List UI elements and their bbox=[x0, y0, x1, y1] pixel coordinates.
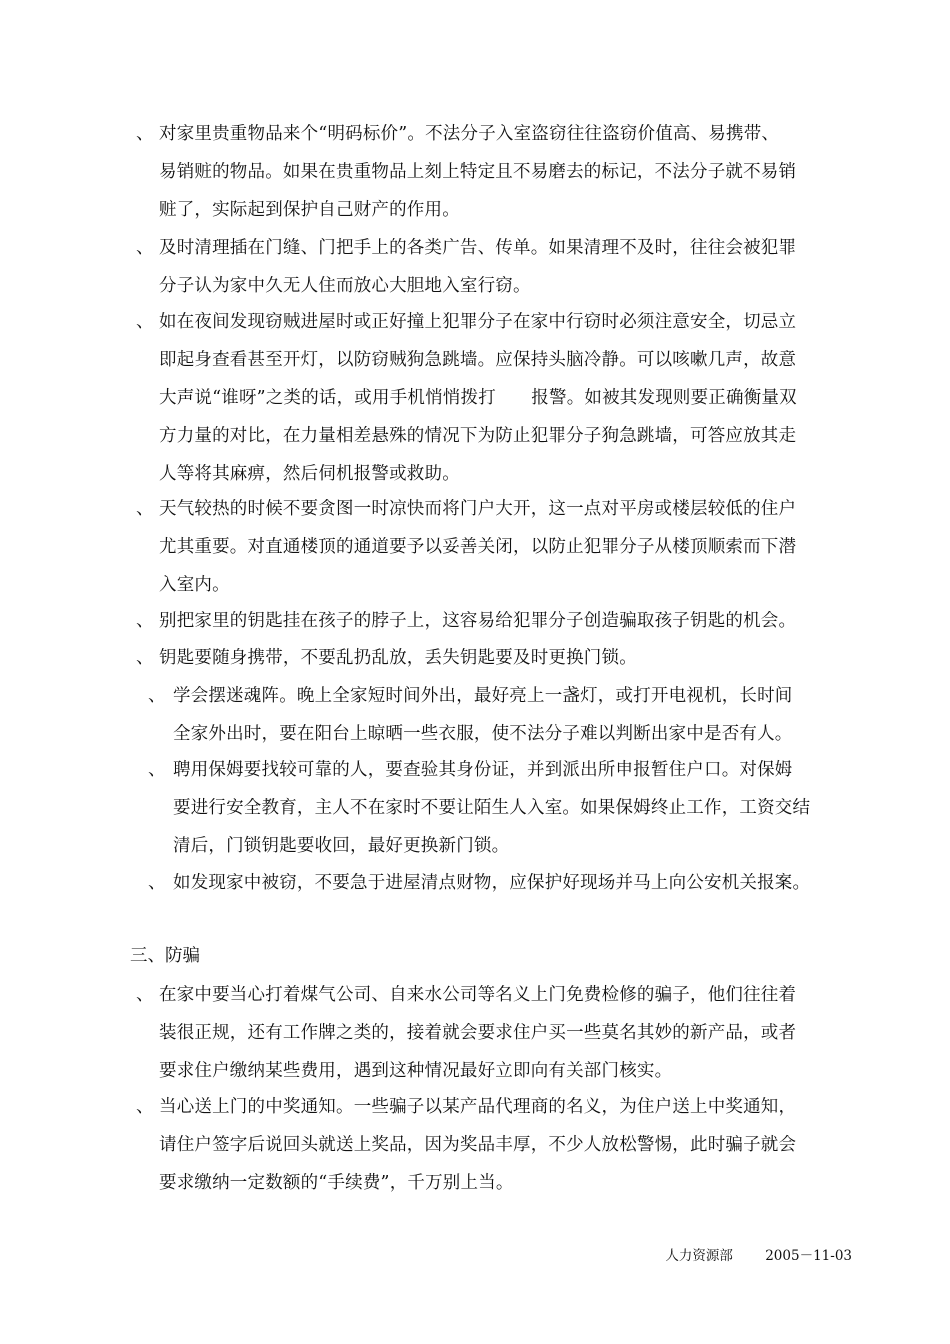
text-line: 别把家里的钥匙挂在孩子的脖子上，这容易给犯罪分子创造骗取孩子钥匙的机会。 bbox=[159, 611, 797, 631]
text-line: 赃了，实际起到保护自己财产的作用。 bbox=[159, 200, 460, 220]
list-item bbox=[136, 229, 856, 305]
text-line: 分子认为家中久无人住而放心大胆地入室行窃。 bbox=[159, 276, 531, 296]
paragraph bbox=[173, 864, 856, 902]
paragraph bbox=[173, 677, 856, 753]
paragraph bbox=[159, 639, 856, 677]
paragraph bbox=[159, 115, 856, 229]
bullet-mark: 、 bbox=[136, 312, 154, 332]
text-line: 当心送上门的中奖通知。一些骗子以某产品代理商的名义，为住户送上中奖通知， bbox=[159, 1097, 797, 1117]
text-line: 全家外出时，要在阳台上晾晒一些衣服，使不法分子难以判断出家中是否有人。 bbox=[173, 724, 793, 744]
text-line: 天气较热的时候不要贪图一时凉快而将门户大开，这一点对平房或楼层较低的住户 bbox=[159, 499, 797, 519]
text-line: 如在夜间发现窃贼进屋时或正好撞上犯罪分子在家中行窃时必须注意安全，切忌立 bbox=[159, 312, 797, 332]
text-line: 易销赃的物品。如果在贵重物品上刻上特定且不易磨去的标记，不法分子就不易销 bbox=[159, 162, 797, 182]
list-item bbox=[136, 1088, 856, 1202]
list-item bbox=[136, 751, 856, 865]
bullet-mark: 、 bbox=[136, 499, 154, 519]
paragraph bbox=[159, 490, 856, 604]
list-item bbox=[136, 303, 856, 493]
list-item bbox=[136, 976, 856, 1090]
paragraph bbox=[159, 303, 856, 493]
text-line: 清后，门锁钥匙要收回，最好更换新门锁。 bbox=[173, 836, 510, 856]
paragraph bbox=[159, 976, 856, 1090]
list-item bbox=[136, 639, 856, 677]
paragraph bbox=[159, 229, 856, 305]
text-line: 及时清理插在门缝、门把手上的各类广告、传单。如果清理不及时，往往会被犯罪 bbox=[159, 238, 797, 258]
text-line: 尤其重要。对直通楼顶的通道要予以妥善关闭，以防止犯罪分子从楼顶顺索而下潜 bbox=[159, 537, 797, 557]
text-line: 请住户签字后说回头就送上奖品，因为奖品丰厚，不少人放松警惕，此时骗子就会 bbox=[159, 1135, 797, 1155]
text-line: 方力量的对比，在力量相差悬殊的情况下为防止犯罪分子狗急跳墙，可答应放其走 bbox=[159, 426, 797, 446]
footer-date: 2005－11-03 bbox=[765, 1248, 852, 1264]
text-line: 要求住户缴纳某些费用，遇到这种情况最好立即向有关部门核实。 bbox=[159, 1061, 673, 1081]
text-line: 对家里贵重物品来个“明码标价”。不法分子入室盗窃往往盗窃价值高、易携带、 bbox=[159, 124, 780, 144]
text-line: 人等将其麻痹，然后伺机报警或救助。 bbox=[159, 464, 460, 484]
bullet-mark: 、 bbox=[136, 985, 154, 1005]
text-line: 如发现家中被窃，不要急于进屋清点财物，应保护好现场并马上向公安机关报案。 bbox=[173, 873, 811, 893]
bullet-mark: 、 bbox=[148, 686, 166, 706]
text-line: 钥匙要随身携带，不要乱扔乱放，丢失钥匙要及时更换门锁。 bbox=[159, 648, 637, 668]
footer-department: 人力资源部 bbox=[665, 1248, 733, 1264]
list-item bbox=[136, 677, 856, 753]
bullet-mark: 、 bbox=[136, 124, 154, 144]
text-line: 在家中要当心打着煤气公司、自来水公司等名义上门免费检修的骗子，他们往往着 bbox=[159, 985, 797, 1005]
paragraph bbox=[173, 751, 856, 865]
list-item bbox=[136, 602, 856, 640]
bullet-mark: 、 bbox=[136, 648, 154, 668]
text-line: 即起身查看甚至开灯，以防窃贼狗急跳墙。应保持头脑冷静。可以咳嗽几声，故意 bbox=[159, 350, 797, 370]
paragraph bbox=[159, 602, 856, 640]
page-footer bbox=[665, 1246, 852, 1266]
bullet-mark: 、 bbox=[136, 611, 154, 631]
section-heading: 三、防骗 bbox=[130, 946, 200, 966]
bullet-mark: 、 bbox=[136, 1097, 154, 1117]
bullet-mark: 、 bbox=[136, 238, 154, 258]
bullet-mark: 、 bbox=[148, 873, 166, 893]
bullet-mark: 、 bbox=[148, 760, 166, 780]
text-line: 装很正规，还有工作牌之类的，接着就会要求住户买一些莫名其妙的新产品，或者 bbox=[159, 1023, 797, 1043]
text-line: 要进行安全教育，主人不在家时不要让陌生人入室。如果保姆终止工作，工资交结 bbox=[173, 798, 811, 818]
text-line: 要求缴纳一定数额的“手续费”，千万别上当。 bbox=[159, 1173, 514, 1193]
paragraph bbox=[159, 1088, 856, 1202]
list-item bbox=[136, 864, 856, 902]
text-line: 入室内。 bbox=[159, 575, 230, 595]
text-line: 学会摆迷魂阵。晚上全家短时间外出，最好亮上一盏灯，或打开电视机，长时间 bbox=[173, 686, 793, 706]
text-line: 聘用保姆要找较可靠的人，要查验其身份证，并到派出所申报暂住户口。对保姆 bbox=[173, 760, 793, 780]
text-line: 大声说“谁呀”之类的话，或用手机悄悄拨打 报警。如被其发现则要正确衡量双 bbox=[159, 388, 797, 408]
list-item bbox=[136, 115, 856, 229]
list-item bbox=[136, 490, 856, 604]
